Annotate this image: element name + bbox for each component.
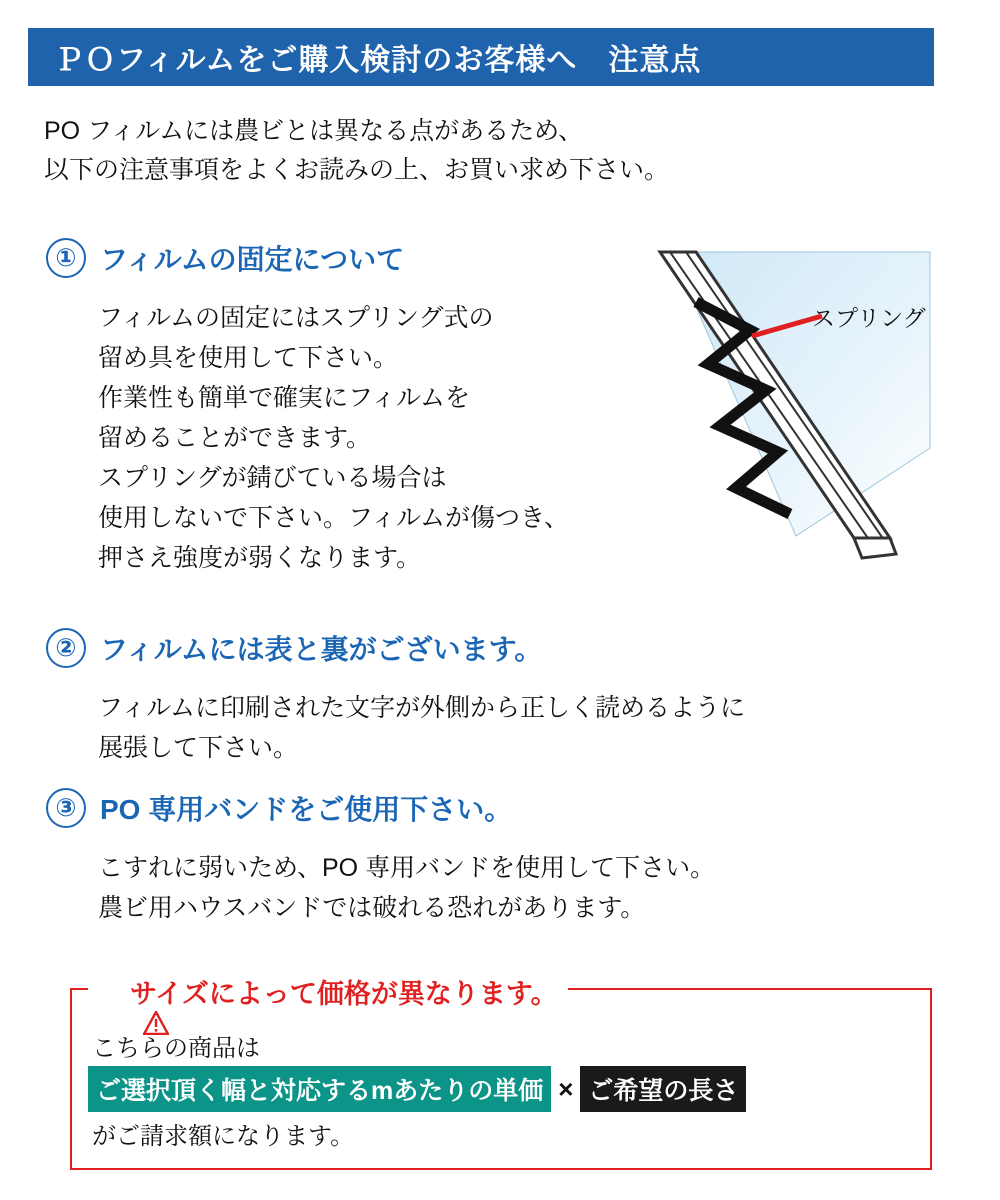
section-1-number: ① bbox=[46, 238, 86, 278]
section-3-line-1: こすれに弱いため、PO 専用バンドを使用して下さい。 bbox=[98, 854, 716, 882]
intro-paragraph bbox=[44, 112, 924, 190]
section-1-line-1: フィルムの固定にはスプリング式の bbox=[98, 304, 494, 332]
section-3-line-2: 農ビ用ハウスバンドでは破れる恐れがあります。 bbox=[98, 894, 646, 922]
section-1-line-3: 作業性も簡単で確実にフィルムを bbox=[98, 384, 471, 412]
section-3-title: PO 専用バンドをご使用下さい。 bbox=[100, 794, 513, 825]
unit-price-tag: ご選択頂く幅と対応するmあたりの単価 bbox=[88, 1066, 551, 1112]
section-1-title: フィルムの固定について bbox=[100, 244, 405, 275]
section-2-heading bbox=[46, 628, 542, 668]
price-warning-line-3: がご請求額になります。 bbox=[92, 1123, 355, 1150]
section-1-line-7: 押さえ強度が弱くなります。 bbox=[98, 544, 422, 572]
section-1-body bbox=[98, 298, 618, 578]
section-1-line-2: 留め具を使用して下さい。 bbox=[98, 344, 399, 372]
intro-line-1: PO フィルムには農ビとは異なる点があるため、 bbox=[44, 117, 584, 145]
section-3-body bbox=[98, 848, 938, 928]
section-2-title: フィルムには表と裏がございます。 bbox=[100, 634, 543, 665]
desired-length-tag: ご希望の長さ bbox=[580, 1066, 746, 1112]
section-2-line-1: フィルムに印刷された文字が外側から正しく読めるように bbox=[98, 694, 746, 722]
section-2-line-2: 展張して下さい。 bbox=[98, 734, 299, 762]
section-2-number: ② bbox=[46, 628, 86, 668]
price-formula-row bbox=[88, 1066, 746, 1112]
price-warning-line-1: こちらの商品は bbox=[92, 1035, 260, 1062]
section-3-number: ③ bbox=[46, 788, 86, 828]
section-1-line-6: 使用しないで下さい。フィルムが傷つき、 bbox=[98, 504, 570, 532]
spring-clip-illustration bbox=[600, 238, 980, 568]
section-2-body bbox=[98, 688, 938, 768]
section-1-line-4: 留めることができます。 bbox=[98, 424, 372, 452]
multiply-symbol: × bbox=[558, 1073, 574, 1104]
section-1-line-5: スプリングが錆びている場合は bbox=[98, 464, 447, 492]
warning-icon bbox=[98, 980, 124, 1004]
intro-line-2: 以下の注意事項をよくお読みの上、お買い求め下さい。 bbox=[44, 155, 670, 184]
section-3-heading bbox=[46, 788, 512, 828]
section-1-heading bbox=[46, 238, 404, 278]
price-warning-title-text: サイズによって価格が異なります。 bbox=[130, 979, 558, 1009]
spring-clip-diagram bbox=[600, 238, 980, 568]
price-warning-title bbox=[88, 972, 568, 1011]
spring-label: スプリング bbox=[812, 305, 926, 331]
page-title: ＰＯフィルムをご購入検討のお客様へ 注意点 bbox=[54, 44, 702, 77]
header-banner bbox=[28, 28, 934, 86]
